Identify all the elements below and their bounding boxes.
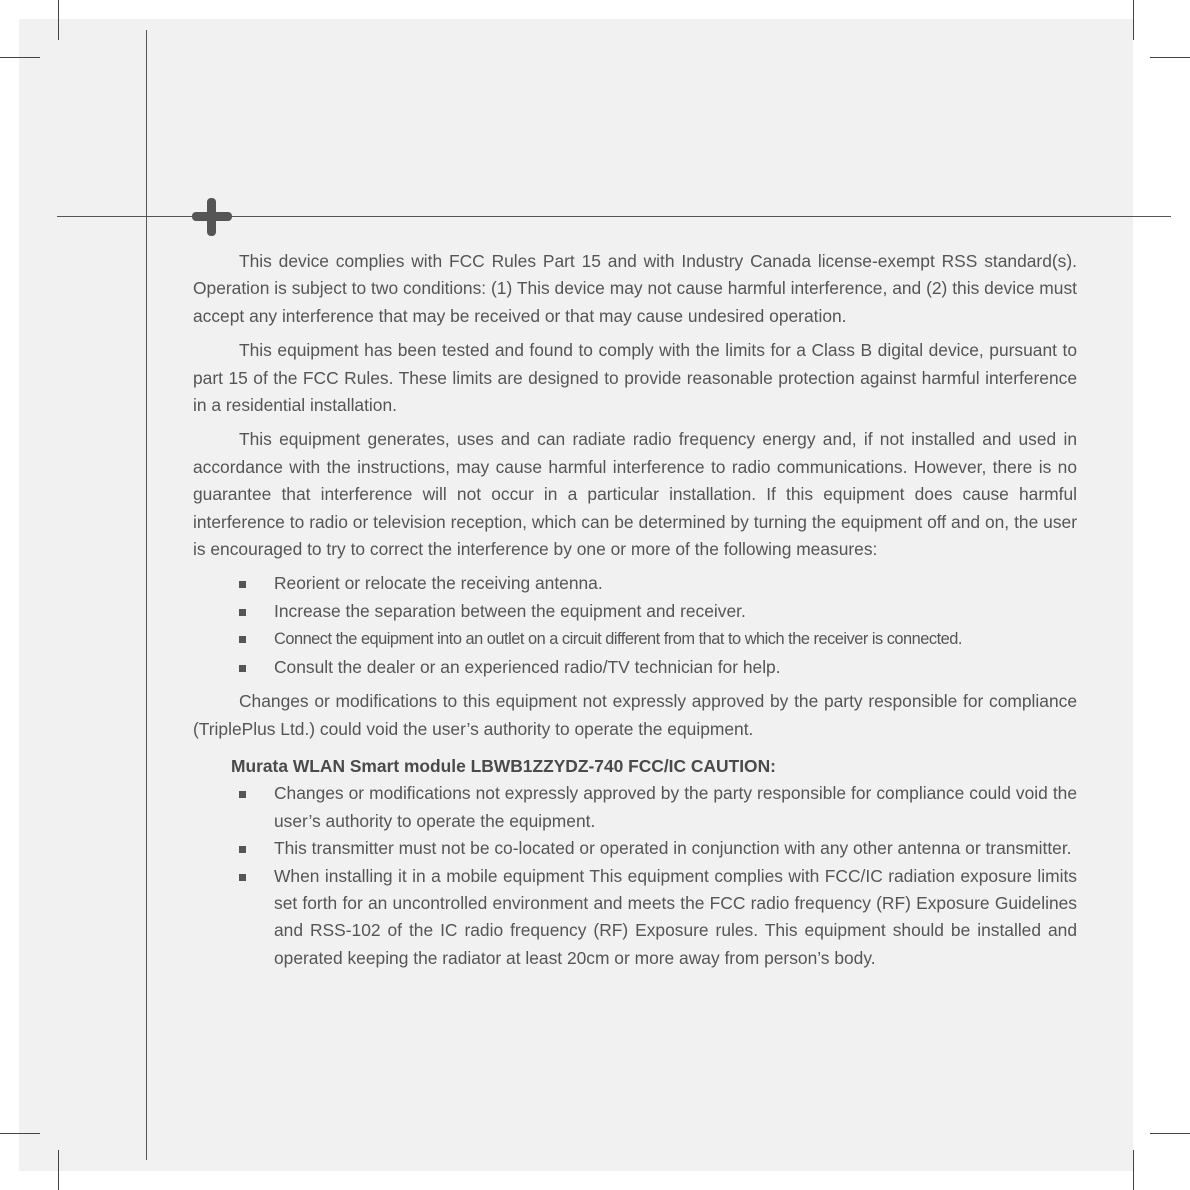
measures-list bbox=[193, 570, 1077, 681]
list-item bbox=[193, 625, 1077, 653]
crop-mark-bottom-left-h bbox=[0, 1133, 40, 1134]
crop-mark-top-right-h bbox=[1150, 57, 1190, 58]
caution-heading: Murata WLAN Smart module LBWB1ZZYDZ-740 FCC/IC CAUTION: bbox=[231, 755, 776, 776]
crop-mark-bottom-left-v bbox=[58, 1150, 59, 1190]
caution-text: Changes or modifications not expressly approved by the party responsible for compliance could void the user’s authority to operate the equipment. bbox=[274, 783, 1077, 831]
bullet-square-icon bbox=[239, 609, 246, 616]
list-item bbox=[193, 654, 1077, 681]
list-item bbox=[193, 598, 1077, 625]
bullet-square-icon bbox=[239, 636, 246, 643]
list-item bbox=[193, 863, 1077, 973]
list-item bbox=[193, 835, 1077, 862]
bullet-square-icon bbox=[239, 581, 246, 588]
measure-text: Consult the dealer or an experienced radio/TV technician for help. bbox=[274, 656, 781, 677]
paragraph-interference: This equipment generates, uses and can radiate radio frequency energy and, if not installed and used in accordance with the instructions, may cause harmful interference to radio communications. However, there is no guarantee that interference will not occur in a particular installation. If this equipment does cause harmful interference to radio or television reception, which can be determined by turning the equipment off and on, the user is encouraged to try to correct the interference by one or more of the following measures: bbox=[193, 429, 1077, 560]
plus-icon-vertical bbox=[207, 198, 216, 236]
bullet-square-icon bbox=[239, 874, 246, 881]
crop-mark-top-left-h bbox=[0, 57, 40, 58]
caution-text: When installing it in a mobile equipment This equipment complies with FCC/IC radiation exposure limits set forth for an uncontrolled environment and meets the FCC radio frequency (RF) Exposure Guidelines and RSS-102 of the IC radio frequency (RF) Exposure rules. This equipment should be installed and operated keeping the radiator at least 20cm or more away from person’s body. bbox=[274, 865, 1077, 968]
paragraph-class-b: This equipment has been tested and found to comply with the limits for a Class B digital device, pursuant to part 15 of the FCC Rules. These limits are designed to provide reasonable protection against harmful interference in a residential installation. bbox=[193, 340, 1077, 416]
paragraph-fcc-compliance: This device complies with FCC Rules Part 15 and with Industry Canada license-exempt RSS standard(s). Operation is subject to two conditions: (1) This device may not cause harmful interference, and (2) this device must accept any interference that may be received or that may cause undesired operation. bbox=[193, 251, 1077, 326]
measure-text: Increase the separation between the equipment and receiver. bbox=[274, 600, 746, 621]
measure-text: Reorient or relocate the receiving antenna. bbox=[274, 573, 603, 594]
paragraph-changes: Changes or modifications to this equipment not expressly approved by the party responsible for compliance (TriplePlus Ltd.) could void the user’s authority to operate the equipment. bbox=[193, 691, 1077, 739]
bullet-square-icon bbox=[239, 791, 246, 798]
crop-mark-top-right-v bbox=[1133, 0, 1134, 40]
list-item bbox=[193, 780, 1077, 835]
list-item bbox=[193, 570, 1077, 597]
caution-text: This transmitter must not be co-located or operated in conjunction with any other antenna or transmitter. bbox=[274, 838, 1072, 859]
vertical-guide-line bbox=[146, 30, 147, 1160]
bullet-square-icon bbox=[239, 846, 246, 853]
measure-text: Connect the equipment into an outlet on a circuit different from that to which the receiver is connected. bbox=[274, 630, 962, 649]
crop-mark-bottom-right-v bbox=[1133, 1150, 1134, 1190]
crop-mark-top-left-v bbox=[58, 0, 59, 40]
bullet-square-icon bbox=[239, 665, 246, 672]
caution-list bbox=[193, 780, 1077, 972]
document-body bbox=[193, 248, 1077, 972]
crop-mark-bottom-right-h bbox=[1150, 1133, 1190, 1134]
